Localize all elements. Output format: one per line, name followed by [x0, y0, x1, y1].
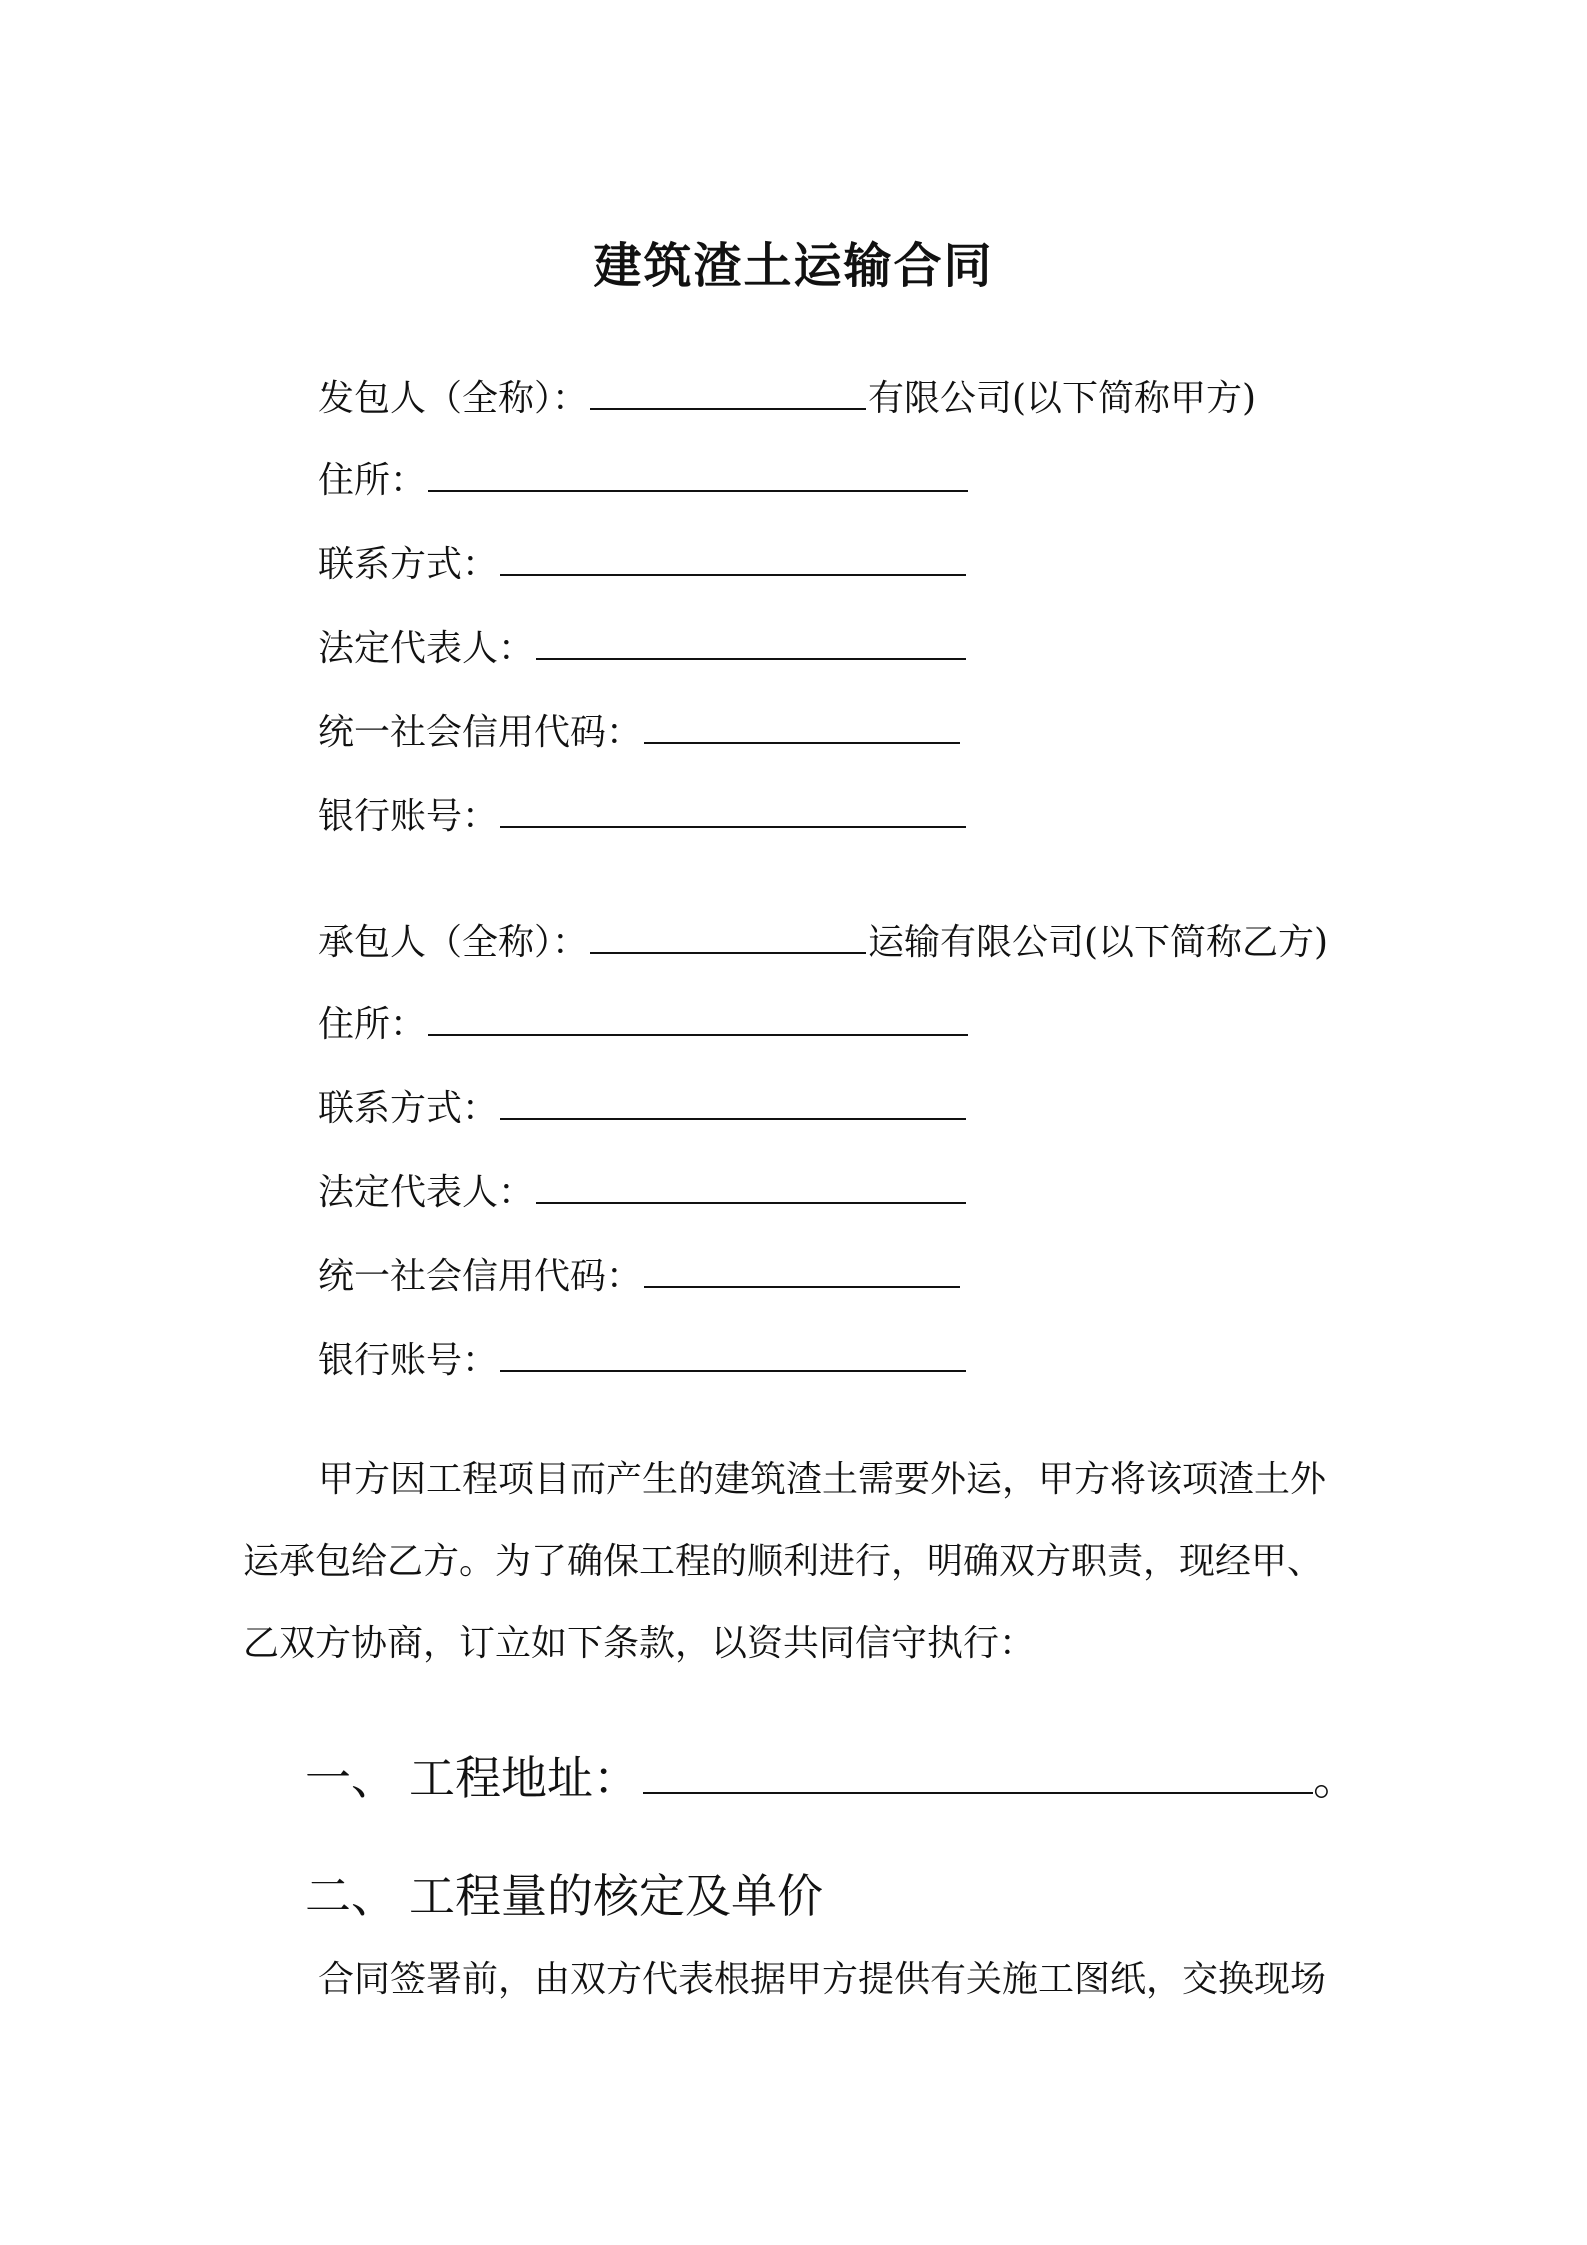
party-a-contact-label: 联系方式： — [318, 544, 499, 585]
party-a-credit-code-blank — [644, 702, 960, 744]
party-a-address-row — [318, 450, 970, 505]
party-b-name-row — [318, 912, 1328, 967]
section-2-label: 工程量的核定及单价 — [409, 1869, 823, 1923]
section-1-address-blank — [643, 1742, 1313, 1794]
party-b-address-row — [318, 994, 970, 1049]
intro-line-1: 甲方因工程项目而产生的建筑渣土需要外运，甲方将该项渣土外 — [318, 1459, 1327, 1500]
party-b-name-suffix: 运输有限公司(以下简称乙方) — [868, 922, 1329, 963]
party-a-name-row — [318, 368, 1256, 423]
party-a-credit-code-row — [318, 702, 962, 757]
section-2-number: 二、 — [305, 1869, 397, 1923]
party-a-bank-account-label: 银行账号： — [318, 796, 499, 837]
party-a-legal-rep-row — [318, 618, 968, 673]
party-b-contact-row — [318, 1078, 968, 1133]
party-a-name-blank — [590, 368, 866, 410]
party-a-bank-account-blank — [500, 786, 966, 828]
party-b-legal-rep-blank — [536, 1162, 966, 1204]
intro-line-2: 运承包给乙方。为了确保工程的顺利进行，明确双方职责，现经甲、 — [243, 1541, 1324, 1582]
party-b-bank-account-blank — [500, 1330, 966, 1372]
party-b-credit-code-blank — [644, 1246, 960, 1288]
section-1-number: 一、 — [305, 1751, 397, 1805]
party-b-contact-label: 联系方式： — [318, 1088, 499, 1129]
party-b-contact-blank — [500, 1078, 966, 1120]
party-b-credit-code-label: 统一社会信用代码： — [318, 1256, 643, 1297]
party-b-legal-rep-row — [318, 1162, 968, 1217]
party-a-credit-code-label: 统一社会信用代码： — [318, 712, 643, 753]
party-b-name-label: 承包人（全称）： — [318, 922, 589, 963]
party-b-credit-code-row — [318, 1246, 962, 1301]
party-b-bank-account-row — [318, 1330, 968, 1385]
party-a-contact-row — [318, 534, 968, 589]
party-a-name-suffix: 有限公司(以下简称甲方) — [868, 378, 1257, 419]
party-a-address-label: 住所： — [318, 460, 427, 501]
section-1-end: 。 — [1313, 1751, 1359, 1805]
party-b-address-blank — [428, 994, 968, 1036]
section-2-text: 合同签署前，由双方代表根据甲方提供有关施工图纸，交换现场 — [318, 1959, 1327, 2000]
party-a-bank-account-row — [318, 786, 968, 841]
party-b-address-label: 住所： — [318, 1004, 427, 1045]
party-a-legal-rep-blank — [536, 618, 966, 660]
party-a-name-label: 发包人（全称）： — [318, 378, 589, 419]
party-b-bank-account-label: 银行账号： — [318, 1340, 499, 1381]
party-b-name-blank — [590, 912, 866, 954]
section-2-heading — [305, 1866, 823, 1926]
party-a-contact-blank — [500, 534, 966, 576]
intro-line-3: 乙双方协商，订立如下条款，以资共同信守执行： — [243, 1623, 1036, 1664]
party-a-legal-rep-label: 法定代表人： — [318, 628, 535, 669]
section-1-label: 工程地址： — [409, 1751, 639, 1805]
document-title: 建筑渣土运输合同 — [593, 238, 994, 294]
section-1-heading — [305, 1742, 1359, 1808]
party-a-address-blank — [428, 450, 968, 492]
party-b-legal-rep-label: 法定代表人： — [318, 1172, 535, 1213]
